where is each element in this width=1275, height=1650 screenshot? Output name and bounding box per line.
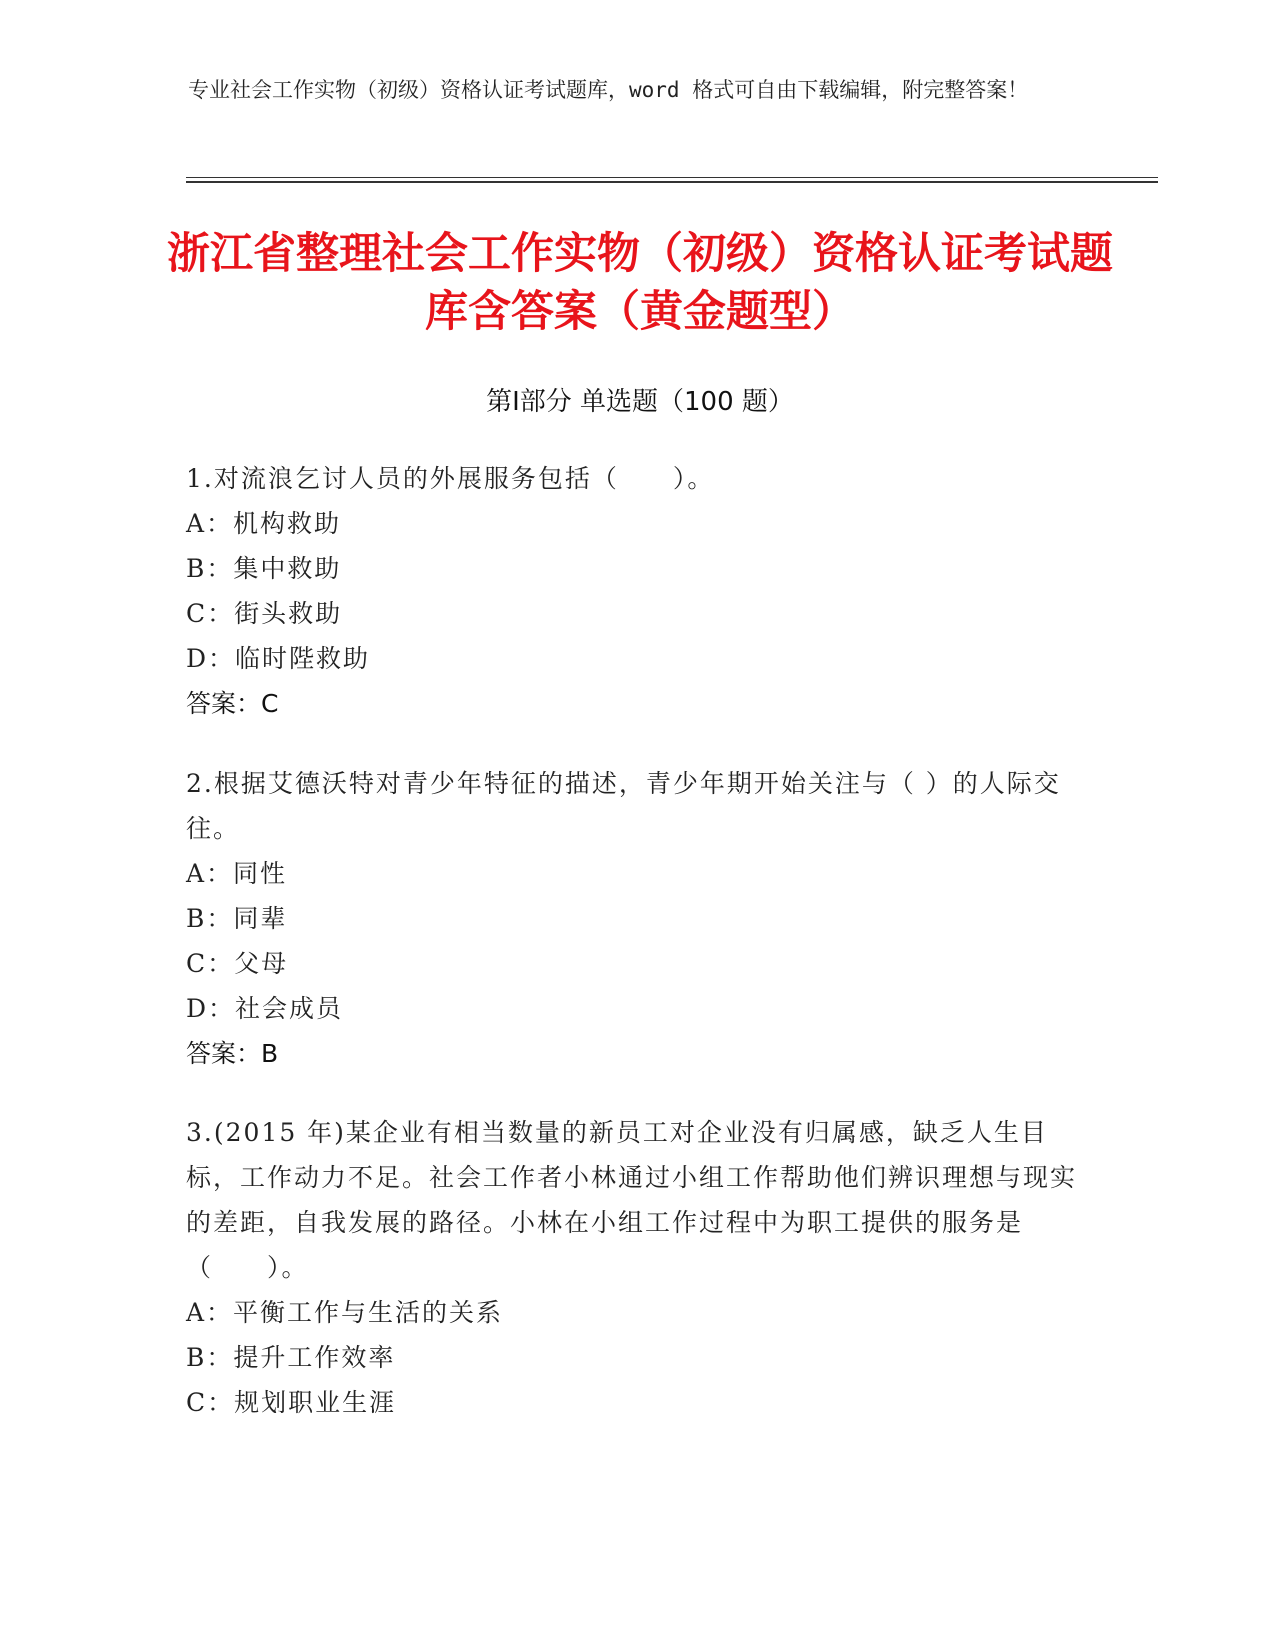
option-b: B：同辈: [186, 904, 288, 933]
header-divider-thick: [186, 181, 1158, 183]
option-b: B：集中救助: [186, 554, 342, 583]
option-a: A：机构救助: [186, 509, 342, 538]
header-note: 专业社会工作实物（初级）资格认证考试题库，word 格式可自由下载编辑，附完整答案！: [188, 78, 1029, 102]
question-2: [186, 761, 1086, 1076]
option-c: C：父母: [186, 949, 289, 978]
answer-line: 答案：C: [186, 689, 279, 718]
section-title: 第Ⅰ部分 单选题（100 题）: [486, 387, 794, 417]
answer-line: 答案：B: [186, 1039, 279, 1068]
option-c: C：街头救助: [186, 599, 343, 628]
question-text: 1.对流浪乞讨人员的外展服务包括（ ）。: [186, 464, 715, 493]
option-d: D：社会成员: [186, 994, 344, 1023]
option-c: C：规划职业生涯: [186, 1388, 397, 1417]
document-title: 浙江省整理社会工作实物（初级）资格认证考试题库含答案（黄金题型）: [167, 229, 1113, 337]
option-a: A：同性: [186, 859, 288, 888]
header-divider-thin: [186, 177, 1158, 178]
question-3: [186, 1110, 1086, 1425]
option-d: D：临时陛救助: [186, 644, 371, 673]
question-text: 2.根据艾德沃特对青少年特征的描述，青少年期开始关注与（ ）的人际交往。: [186, 769, 1061, 843]
option-a: A：平衡工作与生活的关系: [186, 1298, 504, 1327]
question-1: [186, 456, 1086, 726]
option-b: B：提升工作效率: [186, 1343, 396, 1372]
question-text: 3.(2015 年)某企业有相当数量的新员工对企业没有归属感，缺乏人生目标，工作动力不足。社会工作者小林通过小组工作帮助他们辨识理想与现实的差距，自我发展的路径。小林在小组工作过程中为职工提供的服务是（ ）。: [186, 1118, 1078, 1282]
